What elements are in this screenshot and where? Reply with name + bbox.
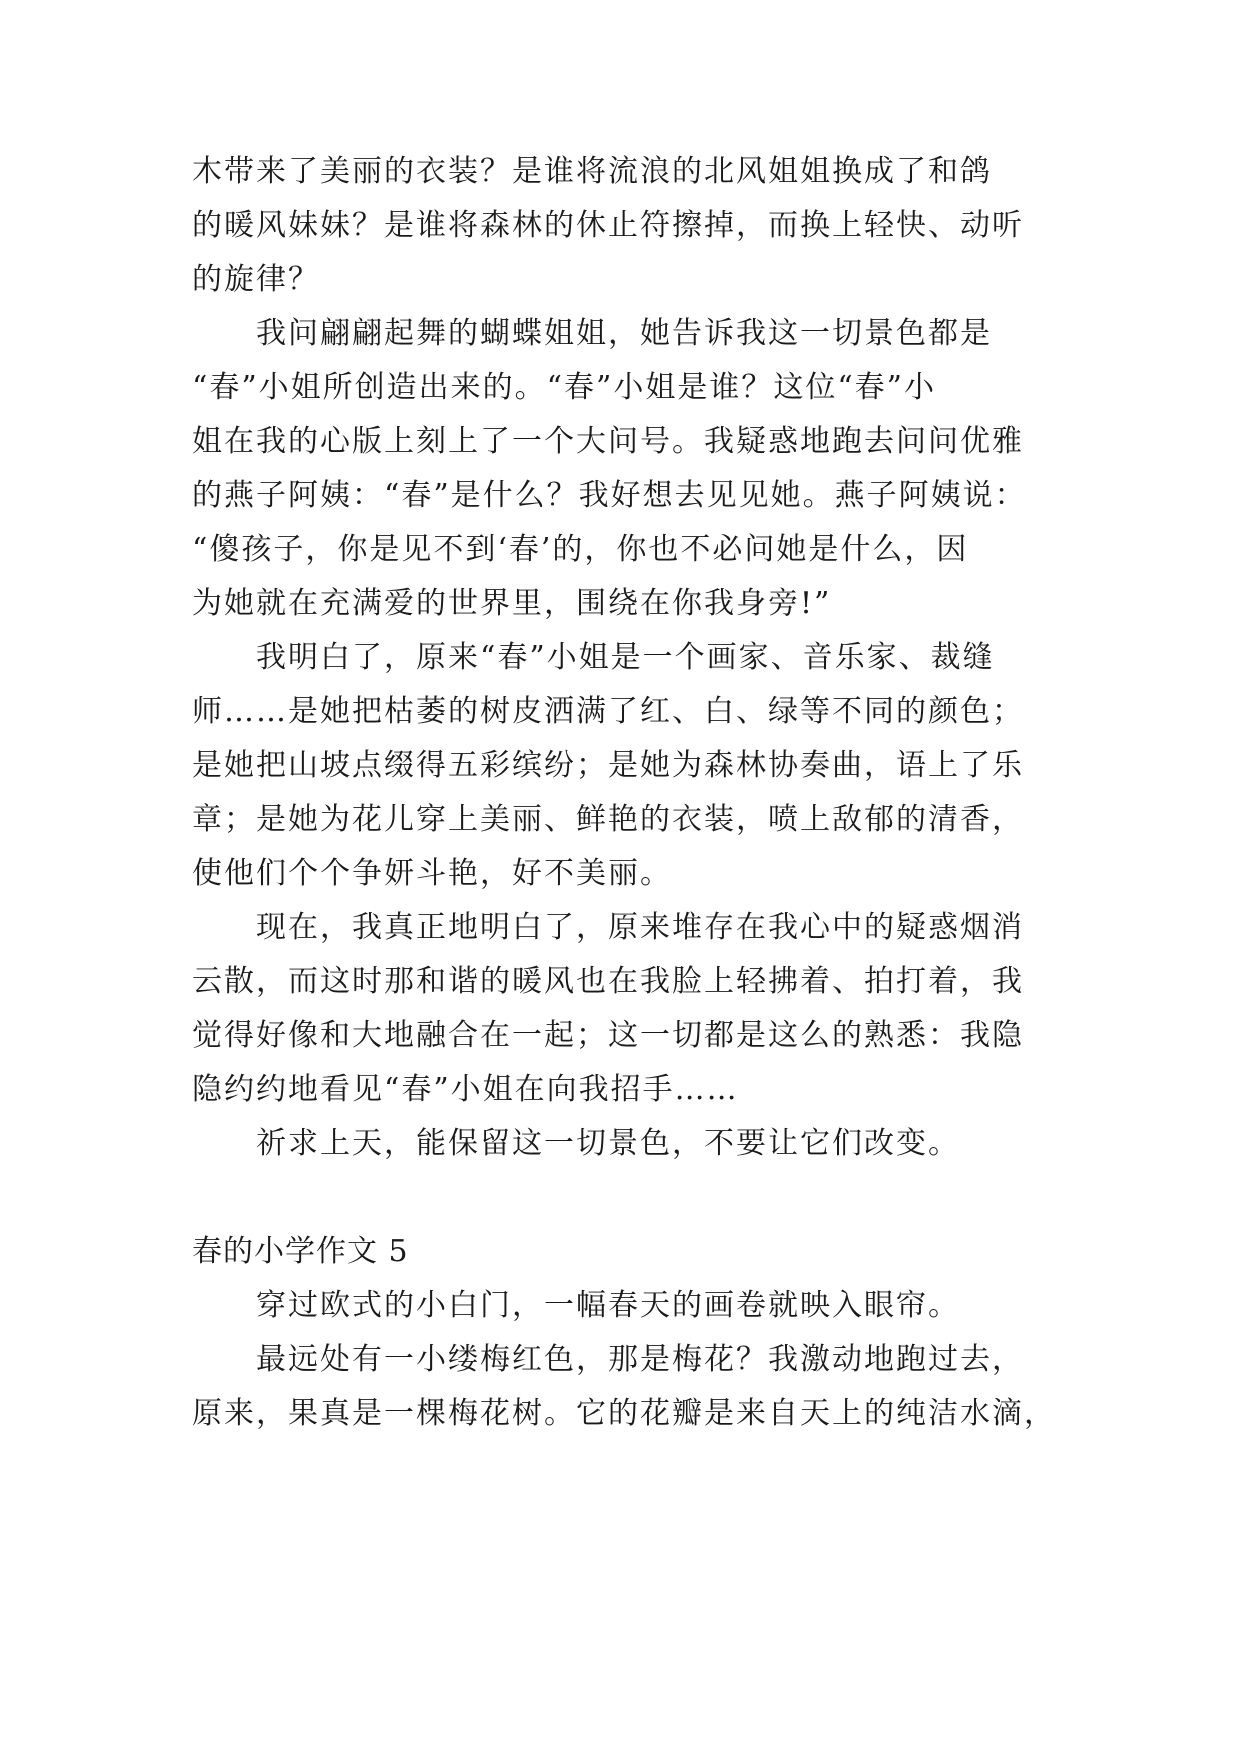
paragraph-start-line: 祈求上天，能保留这一切景色，不要让它们改变。 [256,1126,960,1161]
text-line: 是她把山坡点缀得五彩缤纷；是她为森林协奏曲，语上了乐 [192,748,1024,783]
text-line: 隐约约地看见“春”小姐在向我招手…… [192,1072,739,1107]
text-line: 的燕子阿姨：“春”是什么？我好想去见见她。燕子阿姨说： [192,478,1027,513]
paragraph-start-line: 穿过欧式的小白门，一幅春天的画卷就映入眼帘。 [256,1288,960,1323]
paragraph-start-line: 我明白了，原来“春”小姐是一个画家、音乐家、裁缝 [256,640,995,675]
text-line: 原来，果真是一棵梅花树。它的花瓣是来自天上的纯洁水滴， [192,1396,1056,1431]
text-line: 云散，而这时那和谐的暖风也在我脸上轻拂着、拍打着，我 [192,964,1024,999]
text-line: 木带来了美丽的衣装？是谁将流浪的北风姐姐换成了和鸽 [192,154,992,189]
section-heading: 春的小学作文 5 [192,1234,409,1269]
text-line: 觉得好像和大地融合在一起；这一切都是这么的熟悉：我隐 [192,1018,1024,1053]
text-line: 使他们个个争妍斗艳，好不美丽。 [192,856,672,891]
text-line: “傻孩子，你是见不到‘春’的，你也不必问她是什么，因 [192,532,969,567]
text-line: “春”小姐所创造出来的。“春”小姐是谁？这位“春”小 [192,370,937,405]
text-line: 姐在我的心版上刻上了一个大问号。我疑惑地跑去问问优雅 [192,424,1024,459]
text-line: 为她就在充满爱的世界里，围绕在你我身旁!” [192,586,832,621]
paragraph-start-line: 最远处有一小缕梅红色，那是梅花？我激动地跑过去， [256,1342,1024,1377]
text-line: 章；是她为花儿穿上美丽、鲜艳的衣装，喷上敌郁的清香， [192,802,1024,837]
paragraph-start-line: 我问翩翩起舞的蝴蝶姐姐，她告诉我这一切景色都是 [256,316,992,351]
text-line: 的旋律？ [192,262,320,297]
paragraph-start-line: 现在，我真正地明白了，原来堆存在我心中的疑惑烟消 [256,910,1024,945]
text-line: 的暖风妹妹？是谁将森林的休止符擦掉，而换上轻快、动听 [192,208,1024,243]
text-line: 师……是她把枯萎的树皮洒满了红、白、绿等不同的颜色； [192,694,1024,729]
